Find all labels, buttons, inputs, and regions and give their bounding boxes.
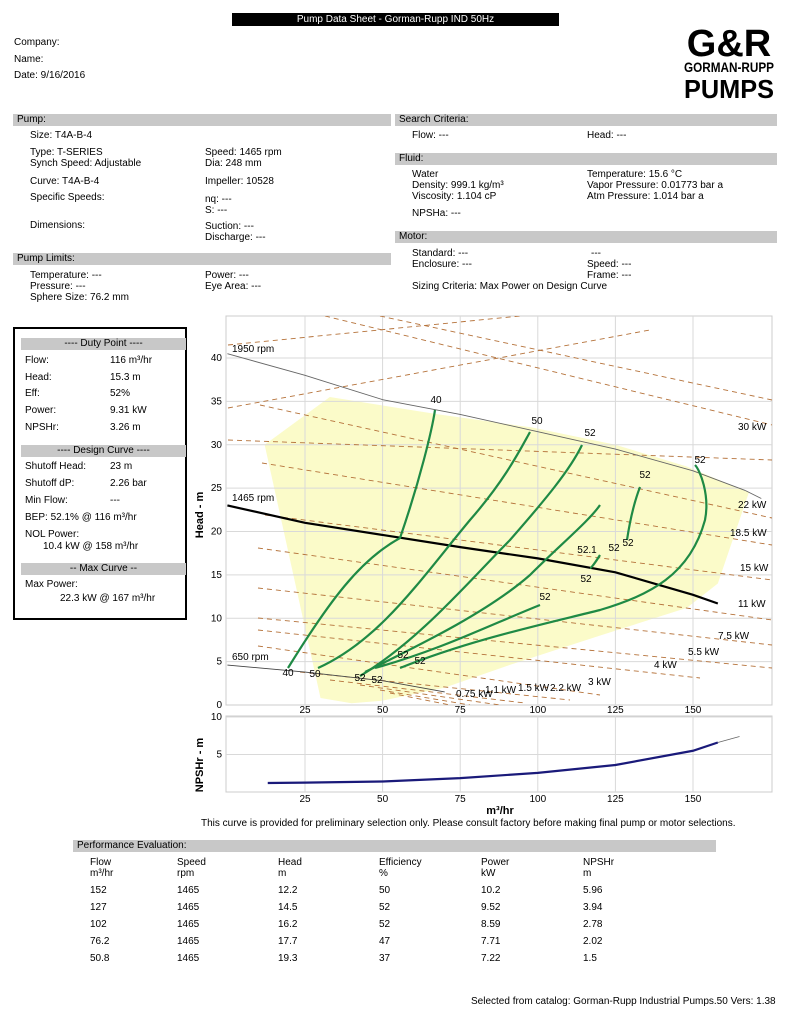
limits-temperature: Temperature: --- [30, 270, 102, 281]
y-tick-label: 15 [210, 569, 222, 581]
date-label: Date: 9/16/2016 [14, 70, 86, 81]
perf-cell: 10.2 [481, 885, 501, 896]
perf-cell: 127 [90, 902, 107, 913]
nol-value: 10.4 kW @ 158 m³/hr [43, 541, 139, 552]
pump-discharge: Discharge: --- [205, 232, 266, 243]
limits-sphere: Sphere Size: 76.2 mm [30, 292, 129, 303]
perf-cell: 52 [379, 902, 391, 913]
speed-label: 1465 rpm [232, 493, 275, 504]
perf-cell: 9.52 [481, 902, 501, 913]
pump-speed: Speed: 1465 rpm [205, 147, 282, 158]
limits-pressure: Pressure: --- [30, 281, 86, 292]
power-label: 3 kW [588, 677, 611, 688]
name-label: Name: [14, 54, 44, 65]
power-label: 2.2 kW [550, 683, 582, 694]
power-label: 5.5 kW [688, 647, 720, 658]
perf-cell: 1.5 [583, 953, 597, 964]
performance-section-header: Performance Evaluation: [73, 840, 716, 852]
limits-section-header: Pump Limits: [13, 253, 391, 265]
fluid-atm: Atm Pressure: 1.014 bar a [587, 191, 704, 202]
fluid-density: Density: 999.1 kg/m³ [412, 180, 504, 191]
x-tick-label: 150 [684, 705, 702, 716]
duty-head-value: 15.3 m [110, 372, 141, 383]
duty-eff-value: 52% [110, 388, 131, 399]
perf-cell: 12.2 [278, 885, 298, 896]
shutoff-dp-value: 2.26 bar [110, 478, 147, 489]
efficiency-label: 52 [371, 675, 383, 686]
fluid-viscosity: Viscosity: 1.104 cP [412, 191, 497, 202]
efficiency-label: 52 [639, 470, 651, 481]
perf-unit: kW [481, 868, 496, 879]
fluid-npsha: NPSHa: --- [412, 208, 461, 219]
search-flow: Flow: --- [412, 130, 449, 141]
perf-cell: 52 [379, 919, 391, 930]
perf-cell: 76.2 [90, 936, 110, 947]
company-label: Company: [14, 37, 60, 48]
npsh-x-tick: 50 [377, 794, 389, 805]
efficiency-label: 52 [622, 538, 634, 549]
pump-specific: Specific Speeds: [30, 192, 105, 203]
perf-cell: 1465 [177, 919, 200, 930]
perf-cell: 17.7 [278, 936, 298, 947]
efficiency-label: 52 [584, 428, 596, 439]
power-label: 4 kW [654, 660, 677, 671]
efficiency-label: 52.1 [577, 545, 597, 556]
perf-cell: 102 [90, 919, 107, 930]
motor-section-header: Motor: [395, 231, 777, 243]
pump-suction: Suction: --- [205, 221, 254, 232]
efficiency-label: 52 [539, 592, 551, 603]
max-power-label: Max Power: [25, 579, 78, 590]
duty-head-label: Head: [25, 372, 52, 383]
motor-standard: Standard: --- [412, 248, 469, 259]
x-tick-label: 75 [454, 705, 466, 716]
perf-cell: 7.22 [481, 953, 501, 964]
efficiency-label: 52 [694, 455, 706, 466]
fluid-section-header: Fluid: [395, 153, 777, 165]
power-label: 30 kW [738, 422, 767, 433]
y-tick-label: 40 [210, 353, 222, 364]
y-axis-label: Head - m [194, 491, 206, 539]
efficiency-label: 52 [580, 574, 592, 585]
logo-brand: GORMAN-RUPP [684, 59, 774, 75]
npsh-x-tick: 25 [299, 794, 311, 805]
min-flow-value: --- [110, 495, 120, 506]
nol-label: NOL Power: [25, 529, 80, 540]
perf-cell: 3.94 [583, 902, 603, 913]
max-power-value: 22.3 kW @ 167 m³/hr [60, 593, 156, 604]
npsh-x-tick: 150 [684, 794, 702, 805]
perf-cell: 2.78 [583, 919, 603, 930]
efficiency-label: 52 [414, 656, 426, 667]
y-tick-label: 5 [216, 656, 222, 668]
fluid-water: Water [412, 169, 439, 180]
perf-cell: 1465 [177, 885, 200, 896]
power-label: 0.75 kW [456, 689, 493, 700]
pump-dia: Dia: 248 mm [205, 158, 262, 169]
power-label: 22 kW [738, 500, 767, 511]
motor-dashes: --- [591, 248, 601, 259]
duty-npshr-value: 3.26 m [110, 422, 141, 433]
motor-sizing: Sizing Criteria: Max Power on Design Curve [412, 281, 608, 292]
page-title: Pump Data Sheet - Gorman-Rupp IND 50Hz [232, 13, 559, 26]
perf-cell: 1465 [177, 902, 200, 913]
perf-cell: 1465 [177, 936, 200, 947]
perf-header: Power [481, 857, 510, 868]
shutoff-dp-label: Shutoff dP: [25, 478, 75, 489]
npsh-y-label: NPSHr - m [194, 737, 206, 793]
perf-cell: 152 [90, 885, 107, 896]
perf-unit: rpm [177, 868, 195, 879]
logo-pumps: PUMPS [684, 74, 774, 104]
speed-label: 650 rpm [232, 652, 269, 663]
efficiency-label: 40 [430, 395, 442, 406]
pump-nq: nq: --- [205, 194, 232, 205]
duty-eff-label: Eff: [25, 388, 40, 399]
fluid-temperature: Temperature: 15.6 °C [587, 169, 683, 180]
power-label: 7.5 kW [718, 631, 750, 642]
perf-header: Flow [90, 857, 112, 868]
duty-power-value: 9.31 kW [110, 405, 147, 416]
shutoff-head-label: Shutoff Head: [25, 461, 86, 472]
perf-header: Efficiency [379, 857, 422, 868]
efficiency-label: 50 [309, 669, 321, 680]
motor-frame: Frame: --- [587, 270, 632, 281]
perf-cell: 2.02 [583, 936, 603, 947]
pump-size: Size: T4A-B-4 [30, 130, 93, 141]
catalog-footer: Selected from catalog: Gorman-Rupp Industrial Pumps.50 Vers: 1.38 [471, 996, 776, 1007]
search-section-header: Search Criteria: [395, 114, 777, 126]
disclaimer: This curve is provided for preliminary selection only. Please consult factory before making final pump or motor selections. [201, 818, 736, 829]
design-curve-title: ---- Design Curve ---- [21, 445, 186, 457]
x-tick-label: 25 [299, 705, 311, 716]
bep-text: BEP: 52.1% @ 116 m³/hr [25, 512, 137, 523]
x-tick-label: 50 [377, 705, 389, 716]
npsh-x-tick: 75 [454, 794, 466, 805]
pump-synch: Synch Speed: Adjustable [30, 158, 142, 169]
pump-impeller: Impeller: 10528 [205, 176, 274, 187]
npsh-y-tick: 10 [210, 712, 222, 723]
power-label: 18.5 kW [730, 528, 767, 539]
x-axis-label: m³/hr [486, 805, 514, 817]
speed-label: 1950 rpm [232, 344, 275, 355]
search-head: Head: --- [587, 130, 627, 141]
motor-enclosure: Enclosure: --- [412, 259, 473, 270]
fluid-vapor: Vapor Pressure: 0.01773 bar a [587, 180, 724, 191]
head-chart [194, 316, 772, 716]
logo-mark: G&R [686, 23, 772, 65]
perf-cell: 47 [379, 936, 391, 947]
perf-unit: m [583, 868, 592, 879]
power-label: 15 kW [740, 563, 769, 574]
duty-flow-label: Flow: [25, 355, 49, 366]
efficiency-label: 52 [397, 650, 409, 661]
x-tick-label: 100 [529, 705, 547, 716]
perf-cell: 50 [379, 885, 391, 896]
perf-header: NPSHr [583, 857, 615, 868]
duty-npshr-label: NPSHr: [25, 422, 59, 433]
perf-cell: 37 [379, 953, 391, 964]
pump-s: S: --- [205, 205, 228, 216]
limits-eye: Eye Area: --- [205, 281, 262, 292]
duty-flow-value: 116 m³/hr [110, 355, 153, 366]
perf-cell: 7.71 [481, 936, 501, 947]
duty-title: ---- Duty Point ---- [21, 338, 186, 350]
perf-cell: 8.59 [481, 919, 501, 930]
efficiency-label: 52 [354, 673, 366, 684]
npshr-chart [194, 712, 772, 817]
efficiency-label: 52 [608, 543, 620, 554]
pump-dimensions: Dimensions: [30, 220, 86, 231]
perf-unit: m [278, 868, 287, 879]
y-tick-label: 35 [210, 396, 222, 408]
npsh-y-tick: 5 [216, 749, 222, 761]
limits-power: Power: --- [205, 270, 249, 281]
y-tick-label: 30 [210, 439, 222, 451]
x-tick-label: 125 [607, 705, 624, 716]
power-label: 1.1 kW [485, 685, 517, 696]
pump-curve: Curve: T4A-B-4 [30, 176, 100, 187]
perf-unit: m³/hr [90, 868, 114, 879]
y-tick-label: 0 [216, 700, 222, 711]
pump-type: Type: T-SERIES [30, 147, 103, 158]
y-tick-label: 20 [210, 526, 222, 538]
pump-section-header: Pump: [13, 114, 391, 126]
perf-cell: 14.5 [278, 902, 298, 913]
y-tick-label: 25 [210, 483, 222, 495]
perf-cell: 5.96 [583, 885, 603, 896]
efficiency-label: 50 [531, 416, 543, 427]
motor-speed: Speed: --- [587, 259, 632, 270]
perf-cell: 1465 [177, 953, 200, 964]
npsh-x-tick: 125 [607, 794, 624, 805]
perf-unit: % [379, 868, 388, 879]
perf-header: Speed [177, 857, 206, 868]
power-label: 1.5 kW [518, 683, 550, 694]
power-label: 11 kW [738, 599, 766, 610]
duty-power-label: Power: [25, 405, 57, 416]
shutoff-head-value: 23 m [110, 461, 133, 472]
efficiency-label: 40 [282, 668, 294, 679]
max-curve-title: -- Max Curve -- [21, 563, 186, 575]
perf-cell: 50.8 [90, 953, 110, 964]
npsh-x-tick: 100 [529, 794, 547, 805]
min-flow-label: Min Flow: [25, 495, 68, 506]
perf-header: Head [278, 857, 302, 868]
y-tick-label: 10 [210, 613, 222, 625]
perf-cell: 16.2 [278, 919, 298, 930]
perf-cell: 19.3 [278, 953, 298, 964]
